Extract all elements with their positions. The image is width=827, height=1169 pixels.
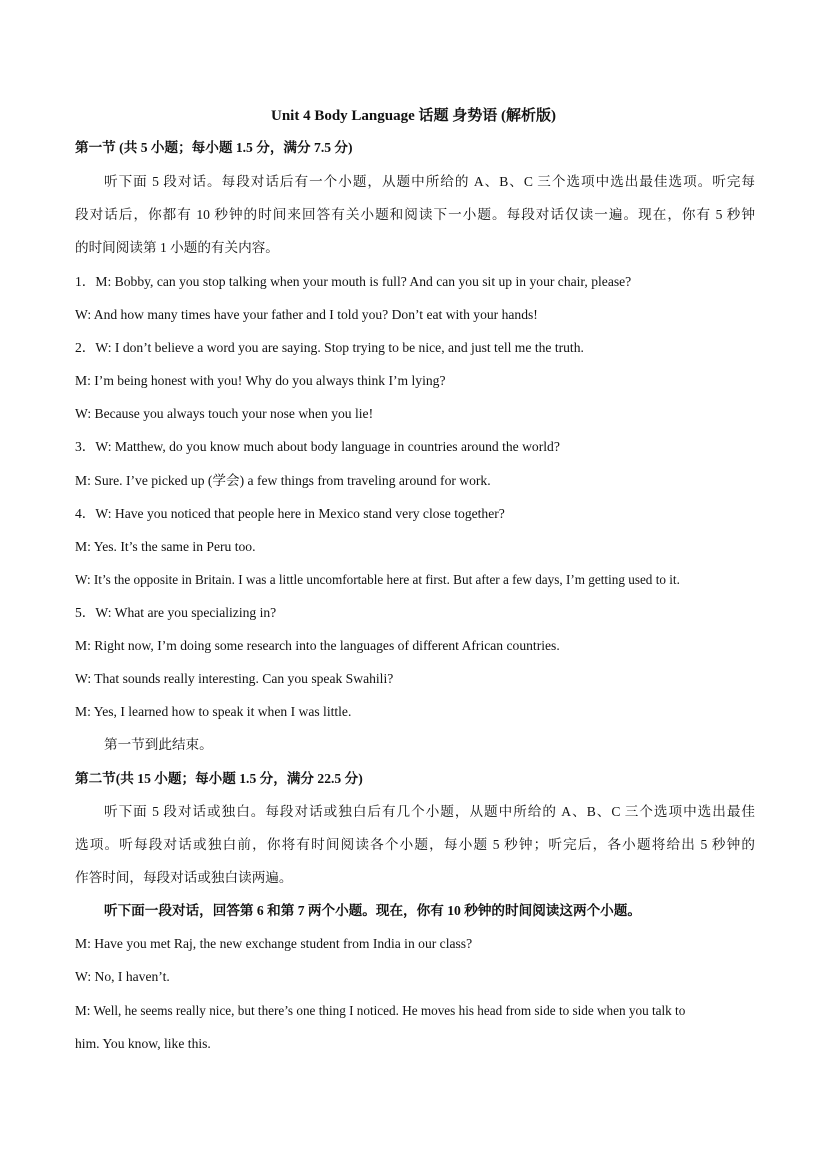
- section2-instruction: 作答时间，每段对话或独白读两遍。: [75, 870, 293, 885]
- dialogue-line: W: Because you always touch your nose when you lie!: [75, 406, 374, 421]
- section1-heading: 第一节 (共 5 小题；每小题 1.5 分，满分 7.5 分): [75, 140, 353, 155]
- dialogue-line: M: Have you met Raj, the new exchange student from India in our class?: [75, 936, 473, 951]
- dialogue-line: W: That sounds really interesting. Can you speak Swahili?: [75, 671, 394, 686]
- section2-prompt: 听下面一段对话，回答第 6 和第 7 两个小题。现在，你有 10 秒钟的时间阅读这两个小题。: [104, 903, 641, 918]
- dialogue-line: 1．M: Bobby, can you stop talking when your mouth is full? And can you sit up in your chair, please?: [75, 274, 632, 289]
- dialogue-line: 2．W: I don’t believe a word you are saying. Stop trying to be nice, and just tell me the truth.: [75, 340, 584, 355]
- dialogue-line: M: Yes, I learned how to speak it when I was little.: [75, 704, 352, 719]
- dialogue-line: M: Well, he seems really nice, but there’s one thing I noticed. He moves his head from side to side when you talk to: [75, 1003, 686, 1018]
- section1-instruction: 的时间阅读第 1 小题的有关内容。: [75, 240, 279, 255]
- section2-instruction: 选项。听每段对话或独白前，你将有时间阅读各个小题，每小题 5 秒钟；听完后，各小题将给出 5 秒钟的: [75, 837, 755, 852]
- dialogue-line: W: And how many times have your father and I told you? Don’t eat with your hands!: [75, 307, 538, 322]
- dialogue-line: him. You know, like this.: [75, 1036, 211, 1051]
- dialogue-line: M: Sure. I’ve picked up (学会) a few things from traveling around for work.: [75, 473, 491, 488]
- dialogue-line: 5．W: What are you specializing in?: [75, 605, 277, 620]
- dialogue-line: W: It’s the opposite in Britain. I was a little uncomfortable here at first. But after a few days, I’m getting used to it.: [75, 572, 680, 587]
- section1-end: 第一节到此结束。: [104, 737, 213, 752]
- document-title: Unit 4 Body Language 话题 身势语 (解析版): [270, 108, 557, 124]
- section2-heading: 第二节(共 15 小题；每小题 1.5 分，满分 22.5 分): [75, 771, 363, 786]
- section1-instruction: 段对话后，你都有 10 秒钟的时间来回答有关小题和阅读下一小题。每段对话仅读一遍。现在，你有 5 秒钟: [75, 207, 755, 222]
- dialogue-line: M: Yes. It’s the same in Peru too.: [75, 539, 256, 554]
- dialogue-line: W: No, I haven’t.: [75, 969, 170, 984]
- dialogue-line: M: Right now, I’m doing some research into the languages of different African countries.: [75, 638, 560, 653]
- dialogue-line: 3．W: Matthew, do you know much about body language in countries around the world?: [75, 439, 560, 454]
- section2-instruction: 听下面 5 段对话或独白。每段对话或独白后有几个小题，从题中所给的 A、B、C 三个选项中选出最佳: [104, 804, 755, 819]
- dialogue-line: M: I’m being honest with you! Why do you always think I’m lying?: [75, 373, 446, 388]
- section1-instruction: 听下面 5 段对话。每段对话后有一个小题，从题中所给的 A、B、C 三个选项中选出最佳选项。听完每: [104, 174, 755, 189]
- dialogue-line: 4．W: Have you noticed that people here in Mexico stand very close together?: [75, 506, 505, 521]
